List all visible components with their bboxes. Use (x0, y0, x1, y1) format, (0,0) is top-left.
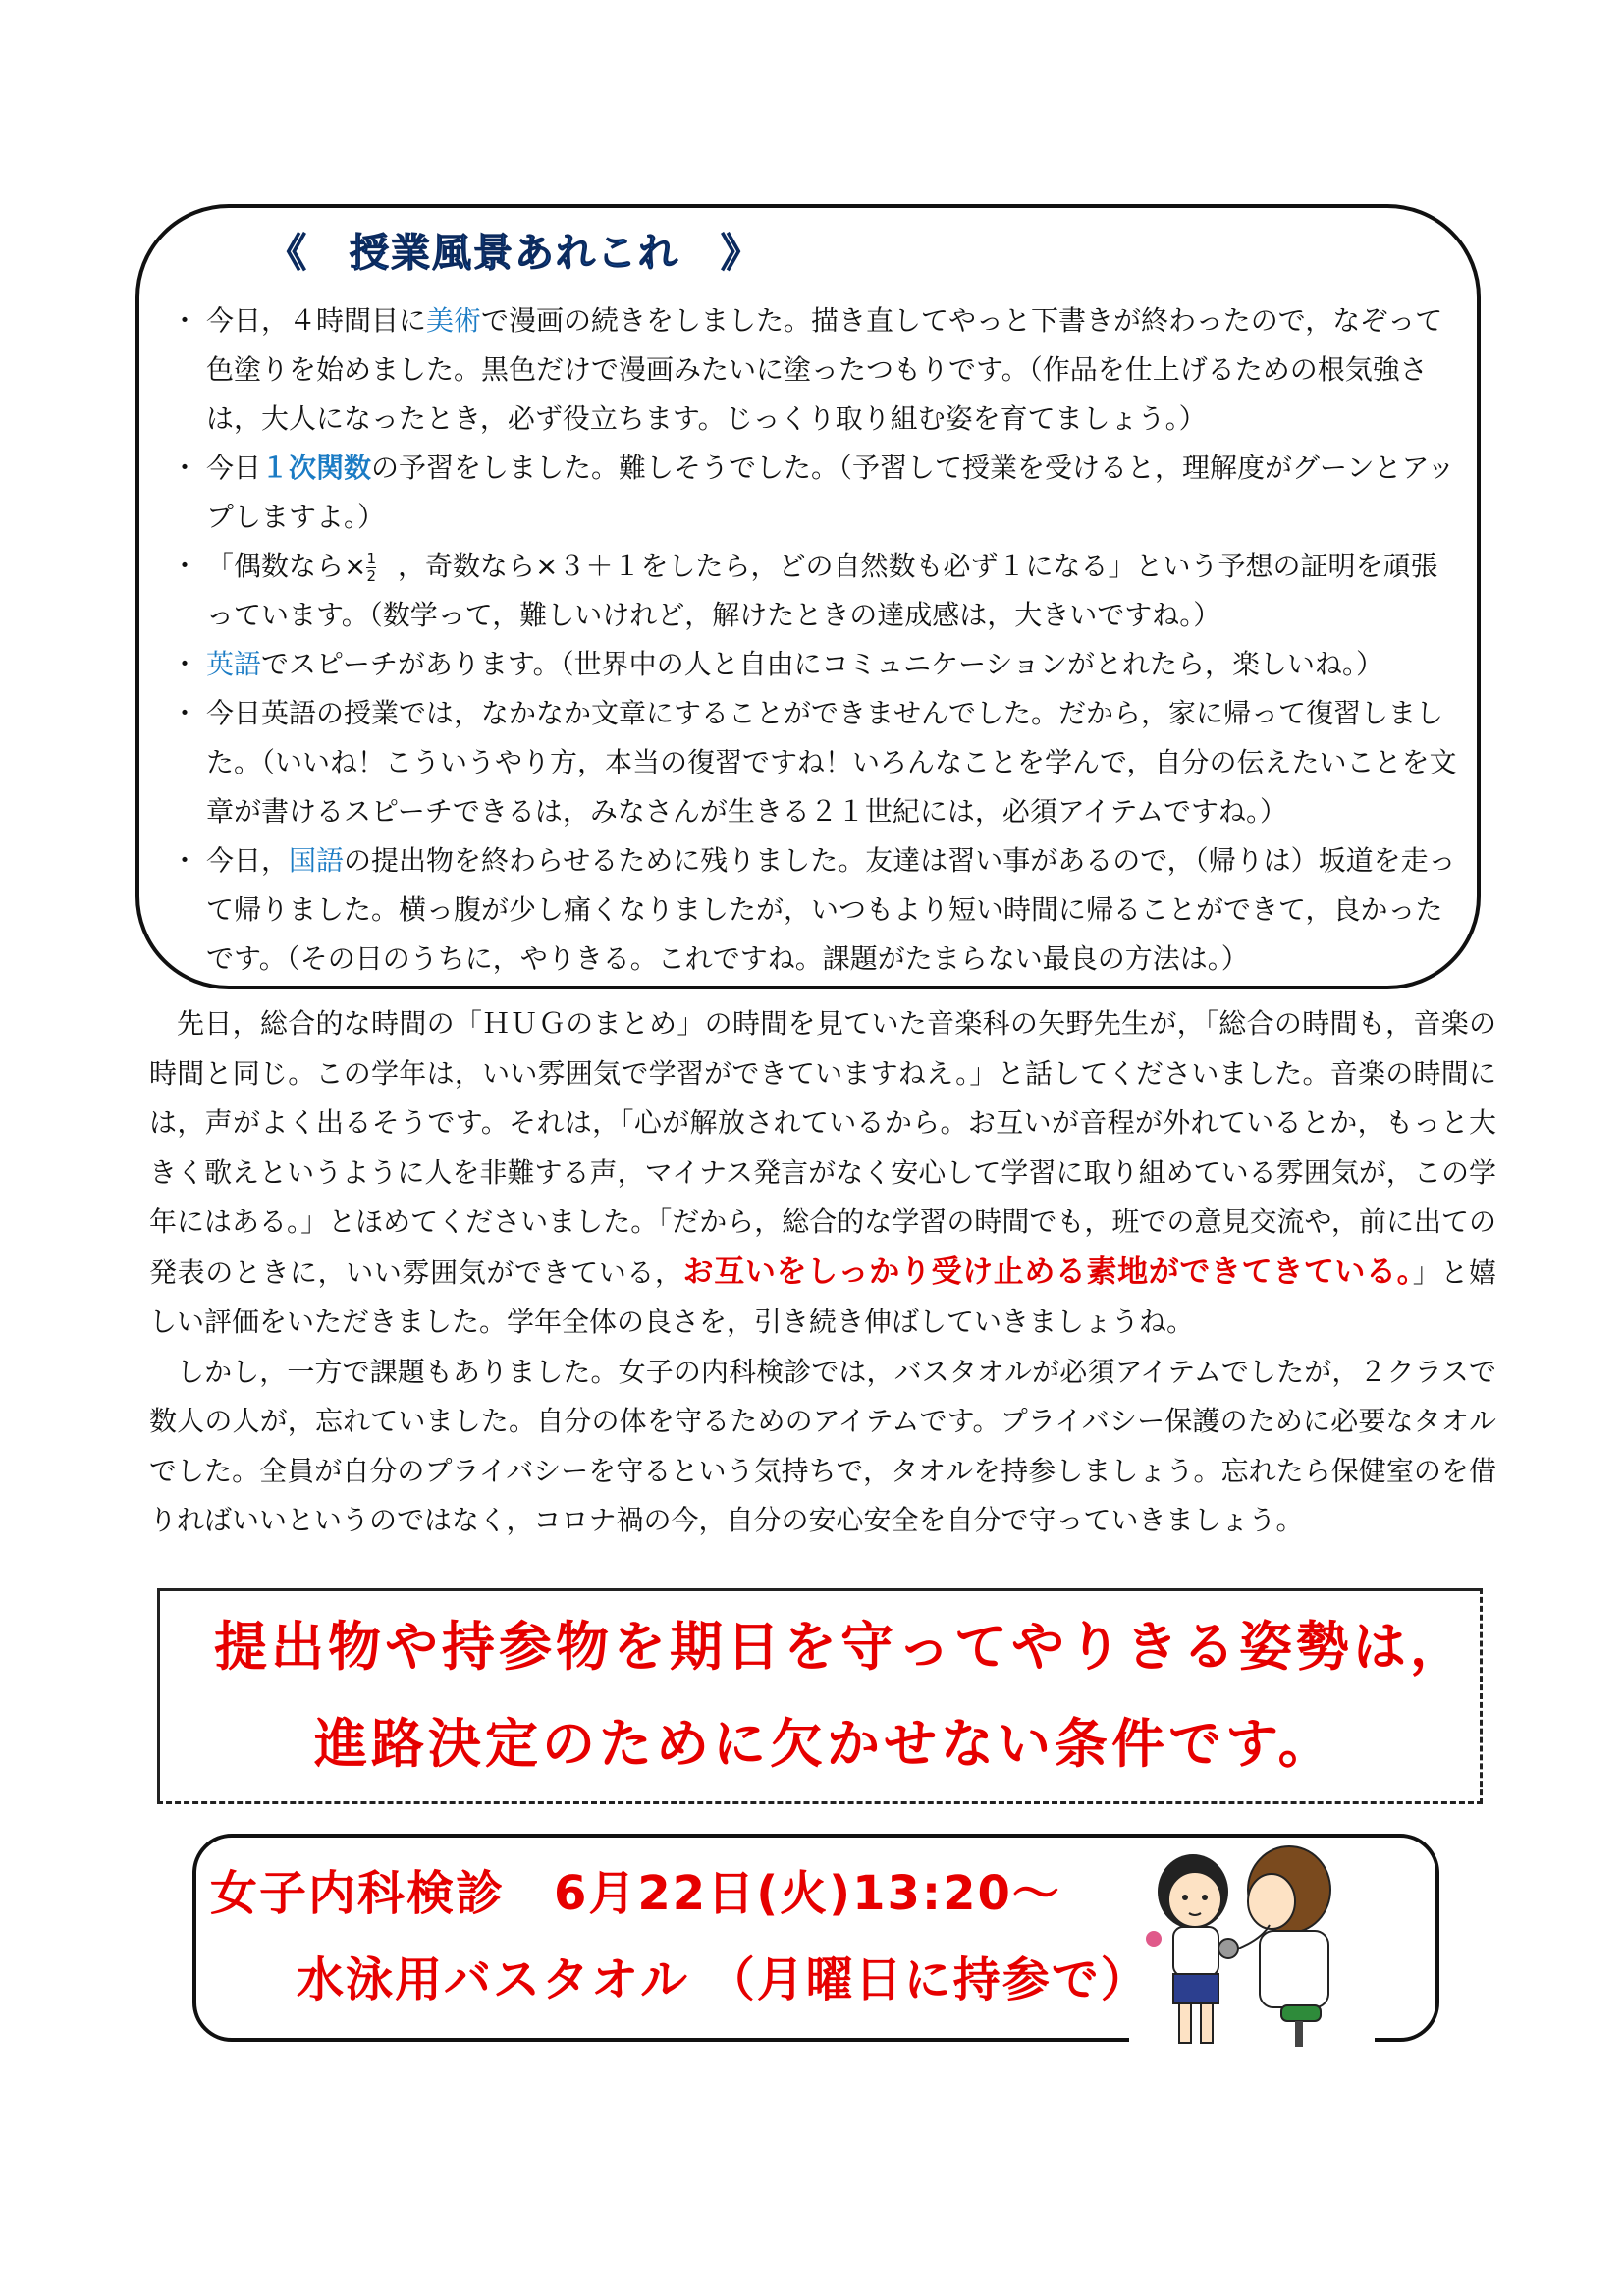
subject-label: １次関数 (261, 452, 372, 484)
subject-label: 国語 (289, 844, 345, 877)
list-item: ・ 英語でスピーチがあります。（世界中の人と自由にコミュニケーションがとれたら，楽しいね。） (177, 640, 1463, 689)
topics-title: 《 授業風景あれこれ 》 (267, 231, 762, 276)
list-item: ・ 今日１次関数の予習をしました。難しそうでした。（予習して授業を受けると，理解度がグーンとアップしますよ。） (177, 444, 1463, 542)
list-item: ・ 今日英語の授業では，なかなか文章にすることができませんでした。だから，家に帰って復習しました。（いいね！こういうやり方，本当の復習ですね！いろんなことを学んで，自分の伝えたいことを文章が書けるスピーチできるは，みなさんが生きる２１世紀には，必須アイテムですね。） (177, 689, 1463, 836)
main-article (149, 999, 1496, 1546)
subject-label: 美術 (426, 304, 482, 337)
notice-line: 提出物や持参物を期日を守ってやりきる姿勢は， (214, 1616, 1467, 1678)
list-item: ・ 「偶数なら× $\frac{1}{2}$ ，奇数なら×３＋１をしたら，どの自然数も必ず１になる」という予想の証明を頑張っています。（数学って，難しいけれど，解けたときの達成感は，大きいですね。） (177, 542, 1463, 640)
emphasis-text: お互いをしっかり受け止める素地ができてきている。 (682, 1254, 1413, 1290)
doctor-exam-illustration (1134, 1831, 1370, 2056)
exam-item: 水泳用バスタオル （月曜日に持参で） (297, 1952, 1150, 2007)
list-item: ・ 今日，国語の提出物を終わらせるために残りました。友達は習い事があるので，（帰りは）坂道を走って帰りました。横っ腹が少し痛くなりましたが，いつもより短い時間に帰ることができて，良かったです。（その日のうちに，やりきる。これですね。課題がたまらない最良の方法は。） (177, 836, 1463, 984)
paragraph: しかし，一方で課題もありました。女子の内科検診では，バスタオルが必須アイテムでしたが，２クラスで数人の人が，忘れていました。自分の体を守るためのアイテムです。プライバシー保護のために必要なタオルでした。全員が自分のプライバシーを守るという気持ちで，タオルを持参しましょう。忘れたら保健室のを借りればいいというのではなく，コロナ禍の今，自分の安心安全を自分で守っていきましょう。 (149, 1355, 1496, 1536)
subject-label: 英語 (206, 648, 262, 680)
notice-line: 進路決定のために欠かせない条件です。 (314, 1713, 1335, 1775)
exam-date: 女子内科検診 6月22日(火)13:20～ (210, 1866, 1061, 1921)
list-item: ・ 今日，４時間目に美術で漫画の続きをしました。描き直してやっと下書きが終わったので，なぞって色塗りを始めました。黒色だけで漫画みたいに塗ったつもりです。（作品を仕上げるための根気強さは，大人になったとき，必ず役立ちます。じっくり取り組む姿を育てましょう。） (177, 296, 1463, 444)
fraction: $\frac{1}{2}$ (366, 549, 377, 585)
topics-list (177, 296, 1463, 984)
paragraph: 先日，総合的な時間の「ＨＵＧのまとめ」の時間を見ていた音楽科の矢野先生が，「総合の時間も，音楽の時間と同じ。この学年は，いい雰囲気で学習ができていますねえ。」と話してくださいました。音楽の時間には，声がよく出るそうです。それは，「心が解放されているから。お互いが音程が外れているとか，もっと大きく歌えというように人を非難する声，マイナス発言がなく安心して学習に取り組めている雰囲気が，この学年にはある。」とほめてくださいました。「だから，総合的な学習の時間でも，班での意見交流や，前に出ての発表のときに，いい雰囲気ができている，お互いをしっかり受け止める素地ができてきている。」と嬉しい評価をいただきました。学年全体の良さを，引き続き伸ばしていきましょうね。 (149, 1007, 1496, 1338)
